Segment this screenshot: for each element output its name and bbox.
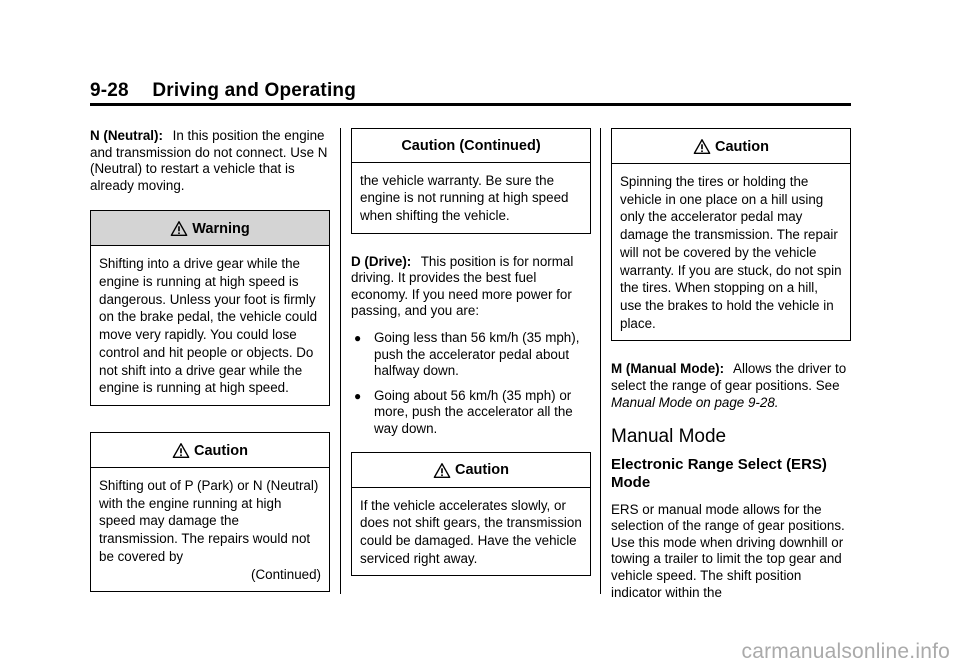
column-divider-2	[600, 128, 601, 594]
column-divider-1	[340, 128, 341, 594]
caution-icon	[433, 462, 451, 480]
warning-icon	[170, 220, 188, 238]
caution-continued-title: Caution (Continued)	[401, 138, 541, 154]
drive-term: D (Drive):	[351, 253, 412, 269]
manual-paragraph	[611, 361, 851, 411]
section-title: Driving and Operating	[152, 80, 357, 101]
warning-box	[90, 210, 330, 406]
bullet-icon: ●	[354, 388, 362, 403]
caution-body-1	[91, 468, 329, 591]
caution-icon	[172, 442, 190, 460]
page-header	[90, 80, 356, 102]
bullet-text-2: Going about 56 km/h (35 mph) or more, push the accelerator all the way down.	[374, 387, 573, 437]
header-rule	[90, 103, 851, 106]
caution-text-1: Shifting out of P (Park) or N (Neutral) with the engine running at high speed may damage the transmission. The repairs would not be covered by	[99, 478, 319, 564]
manual-mode-link[interactable]: Manual Mode on page 9-28.	[611, 394, 779, 410]
caution-header-1	[91, 433, 329, 468]
caution-box-1	[90, 432, 330, 592]
manual-text: Allows the driver to select the range of gear positions. See	[611, 361, 847, 393]
warning-text: Shifting into a drive gear while the engine is running at high speed is dangerous. Unless your foot is firmly on the brake pedal, the vehicle could move very rapidly. You could lose control and hit people or objects. Do not shift into a drive gear while the engine is running at high speed.	[99, 256, 318, 396]
manual-mode-heading: Manual Mode	[611, 426, 727, 448]
neutral-text: In this position the engine and transmission do not connect. Use N (Neutral) to restart a vehicle that is already moving.	[90, 128, 328, 193]
bullet-icon: ●	[354, 331, 362, 346]
page-number: 9-28	[90, 80, 129, 101]
caution-title-3: Caution	[715, 138, 769, 155]
caution-title-1: Caution	[194, 442, 248, 459]
caution-header-3	[612, 129, 850, 164]
neutral-paragraph	[90, 128, 330, 194]
continued-label: (Continued)	[251, 566, 321, 582]
manual-term: M (Manual Mode):	[611, 361, 725, 377]
list-item	[351, 330, 591, 380]
caution-continued-text: the vehicle warranty. Be sure the engine is not running at high speed when shifting the vehicle.	[360, 172, 569, 223]
caution-text-2: If the vehicle accelerates slowly, or does not shift gears, the transmission could be damaged. Have the vehicle serviced right away.	[360, 497, 582, 566]
drive-text: This position is for normal driving. It provides the best fuel economy. If you need more power for passing, and you are:	[351, 253, 574, 319]
caution-box-2	[351, 452, 591, 577]
bullet-text-1: Going less than 56 km/h (35 mph), push the accelerator pedal about halfway down.	[374, 330, 580, 379]
ers-subheading: Electronic Range Select (ERS) Mode	[611, 455, 827, 491]
list-item	[351, 388, 591, 438]
neutral-term: N (Neutral):	[90, 128, 163, 143]
caution-header-2	[352, 453, 590, 488]
watermark: carmanualsonline.info	[741, 640, 950, 663]
caution-continued-header	[352, 129, 590, 163]
caution-title-2: Caution	[455, 462, 509, 479]
caution-text-3: Spinning the tires or holding the vehicle in one place on a hill using only the accelerator pedal may damage the transmission. The repair will not be covered by the vehicle warranty. If you are stuck, do not spin the tires. When stopping on a hill, use the brakes to hold the vehicle in place.	[620, 174, 842, 331]
column-1	[90, 128, 330, 612]
caution-continued-box	[351, 128, 591, 234]
ers-paragraph: ERS or manual mode allows for the selection of the range of gear positions. Use this mode when driving downhill or towing a trailer to limit the top gear and vehicle speed. The shift position indicator within the	[611, 501, 845, 600]
warning-title: Warning	[192, 221, 250, 238]
column-3	[611, 128, 851, 617]
caution-box-3	[611, 128, 851, 341]
column-2	[351, 128, 591, 596]
caution-icon	[693, 138, 711, 156]
drive-paragraph	[351, 254, 591, 320]
warning-header	[91, 211, 329, 246]
drive-bullet-list	[351, 330, 591, 438]
